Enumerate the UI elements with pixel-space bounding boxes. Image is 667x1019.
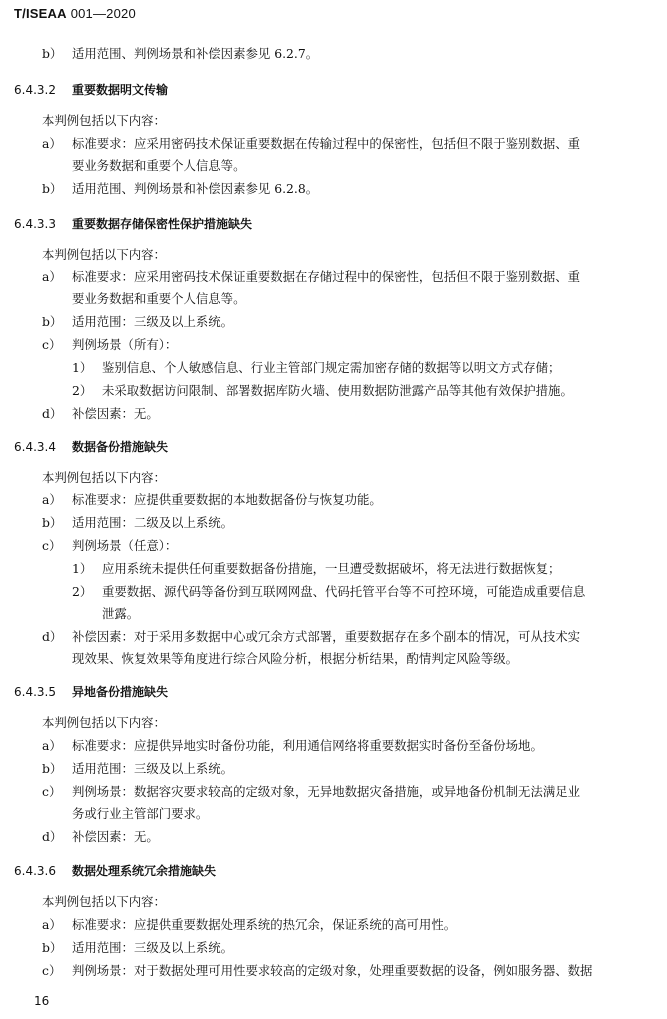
list-marker: d） — [42, 629, 63, 644]
section-title: 异地备份措施缺失 — [72, 685, 169, 699]
list-marker: c） — [42, 963, 62, 978]
list-text: 标准要求：应提供异地实时备份功能，利用通信网络将重要数据实时备份至备份场地。 — [72, 738, 543, 753]
line-text: 要业务数据和重要个人信息等。 — [72, 158, 246, 173]
list-marker: d） — [42, 406, 63, 421]
line-text: 务或行业主管部门要求。 — [72, 806, 209, 821]
list-text: 判例场景（任意）： — [72, 538, 178, 553]
list-text: 标准要求：应采用密码技术保证重要数据在传输过程中的保密性，包括但不限于鉴别数据、重 — [72, 136, 581, 151]
list-marker: b） — [42, 181, 63, 196]
list-text: 补偿因素：无。 — [72, 829, 159, 844]
list-text: 适用范围：三级及以上系统。 — [72, 314, 234, 329]
list-text: 重要数据、源代码等备份到互联网网盘、代码托管平台等不可控环境，可能造成重要信息 — [102, 584, 586, 599]
list-text: 应用系统未提供任何重要数据备份措施，一旦遭受数据破坏，将无法进行数据恢复； — [102, 561, 561, 576]
list-text: 适用范围、判例场景和补偿因素参见 6.2.8。 — [72, 181, 319, 196]
list-marker: 1） — [72, 561, 93, 576]
list-marker: a） — [42, 492, 62, 507]
list-marker: 2） — [72, 584, 93, 599]
list-marker: d） — [42, 829, 63, 844]
section-number: 6.4.3.6 — [14, 864, 56, 878]
list-marker: a） — [42, 917, 62, 932]
section-title: 重要数据明文传输 — [72, 83, 169, 97]
section-title: 数据备份措施缺失 — [72, 440, 169, 454]
line-text: 要业务数据和重要个人信息等。 — [72, 291, 246, 306]
list-text: 适用范围：三级及以上系统。 — [72, 940, 234, 955]
list-text: 未采取数据访问限制、部署数据库防火墙、使用数据防泄露产品等其他有效保护措施。 — [102, 383, 573, 398]
standard-code: T/ISEAA — [14, 6, 67, 21]
list-marker: b） — [42, 515, 63, 530]
section-number: 6.4.3.5 — [14, 685, 56, 699]
list-text: 判例场景：数据容灾要求较高的定级对象，无异地数据灾备措施，或异地备份机制无法满足业 — [72, 784, 581, 799]
section-number: 6.4.3.3 — [14, 217, 56, 231]
list-text: 补偿因素：对于采用多数据中心或冗余方式部署，重要数据存在多个副本的情况，可从技术实 — [72, 629, 581, 644]
section-number: 6.4.3.2 — [14, 83, 56, 97]
list-marker: c） — [42, 538, 62, 553]
line-text: 本判例包括以下内容： — [42, 470, 166, 485]
list-marker: a） — [42, 269, 62, 284]
list-marker: c） — [42, 337, 62, 352]
section-title: 重要数据存储保密性保护措施缺失 — [72, 217, 253, 231]
list-text: 标准要求：应提供重要数据处理系统的热冗余，保证系统的高可用性。 — [72, 917, 457, 932]
list-marker: a） — [42, 136, 62, 151]
list-text: 鉴别信息、个人敏感信息、行业主管部门规定需加密存储的数据等以明文方式存储； — [102, 360, 561, 375]
list-text: 适用范围：二级及以上系统。 — [72, 515, 234, 530]
list-marker: c） — [42, 784, 62, 799]
list-text: 适用范围、判例场景和补偿因素参见 6.2.7。 — [72, 46, 319, 61]
document-header — [14, 6, 136, 21]
page-number: 16 — [34, 994, 50, 1008]
list-marker: 2） — [72, 383, 93, 398]
line-text: 本判例包括以下内容： — [42, 715, 166, 730]
line-text: 本判例包括以下内容： — [42, 113, 166, 128]
list-marker: b） — [42, 761, 63, 776]
list-marker: 1） — [72, 360, 93, 375]
section-number: 6.4.3.4 — [14, 440, 56, 454]
line-text: 现效果、恢复效果等角度进行综合风险分析，根据分析结果，酌情判定风险等级。 — [72, 651, 519, 666]
list-text: 适用范围：三级及以上系统。 — [72, 761, 234, 776]
list-marker: b） — [42, 314, 63, 329]
list-text: 判例场景：对于数据处理可用性要求较高的定级对象，处理重要数据的设备，例如服务器、数据 — [72, 963, 593, 978]
list-text: 补偿因素：无。 — [72, 406, 159, 421]
section-title: 数据处理系统冗余措施缺失 — [72, 864, 217, 878]
line-text: 本判例包括以下内容： — [42, 247, 166, 262]
list-text: 标准要求：应采用密码技术保证重要数据在存储过程中的保密性，包括但不限于鉴别数据、重 — [72, 269, 581, 284]
list-text: 判例场景（所有）： — [72, 337, 178, 352]
standard-number: 001—2020 — [70, 6, 136, 21]
list-marker: a） — [42, 738, 62, 753]
line-text: 本判例包括以下内容： — [42, 894, 166, 909]
list-marker: b） — [42, 940, 63, 955]
list-text: 标准要求：应提供重要数据的本地数据备份与恢复功能。 — [72, 492, 382, 507]
list-marker: b） — [42, 46, 63, 61]
line-text: 泄露。 — [102, 606, 140, 621]
